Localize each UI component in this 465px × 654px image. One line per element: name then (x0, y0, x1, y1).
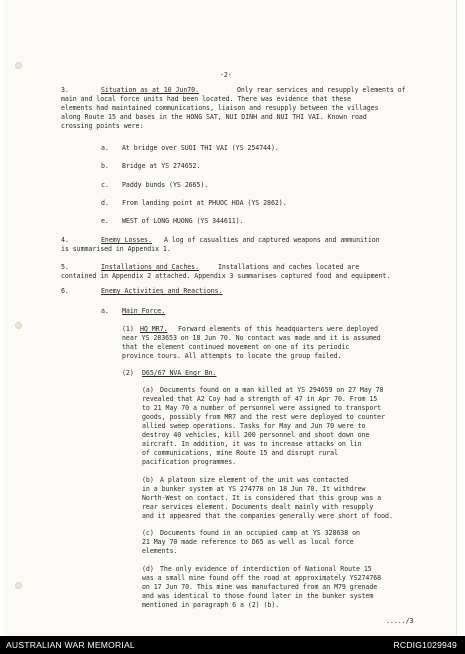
page-number: -2- (220, 71, 232, 79)
para-3-text: crossing points were: (61, 122, 144, 130)
sub-item-text: Documents found on a man killed at YS 294659 on 27 May 70 (160, 386, 384, 394)
para-3-text: Only rear services and resupply elements of (237, 86, 406, 94)
sub-item-text: revealed that A2 Coy had a strength of 47 in Apr 70. From 15 (142, 395, 378, 403)
para-3-text: main and local force units had been located. There was evidence that these (61, 95, 352, 103)
para-5-heading: Installations and Caches. (101, 263, 199, 271)
sub-item-text: and it appeared that the companies generally were short of food. (142, 512, 393, 520)
sub-item-text: destroy 40 vehicles, kill 200 personnel and shoot down one (142, 431, 370, 439)
list-letter: d. (101, 199, 109, 207)
sub-item-text: was a small mine found off the road at approximately YS274768 (142, 574, 382, 582)
record-id: RCDIG1029949 (393, 640, 457, 650)
para-3-heading: Situation as at 10 Jun70. (101, 86, 199, 94)
sub-item-text: aircraft. In addition, it was to increase attacks on lin (142, 440, 362, 448)
sub-item-text: rear services element. Documents dealt mainly with resupply (142, 503, 374, 511)
para-4-text: is summarised in Appendix 1. (61, 245, 171, 253)
para-3-text: elements had maintained communications, liaison and resupply between the villages (61, 104, 379, 112)
para-4-heading: Enemy Losses. (101, 236, 152, 244)
sub-item-text: pacification programmes. (142, 458, 237, 466)
sub-item-letter: (d) (142, 565, 154, 573)
list-item: WEST of LONG HUONG (YS 344611). (122, 217, 244, 225)
sub-item-text: The only evidence of interdiction of National Route 15 (160, 565, 372, 573)
list-letter: a. (101, 144, 109, 152)
list-item: At bridge over SUOI THI VAI (YS 254744). (122, 144, 279, 152)
sub-item-text: to 21 May 70 a number of personnel were assigned to transport (142, 404, 382, 412)
list-item: Bridge at YS 274652. (122, 162, 201, 170)
item-1-text: province tours. All attempts to locate the group failed. (122, 352, 342, 360)
sub-item-letter: (b) (142, 476, 154, 484)
item-1-text: near YS 283653 on 18 Jun 70. No contact was made and it is assumed (122, 334, 381, 342)
para-6-number: 6. (61, 287, 69, 295)
list-item: Paddy bunds (YS 2665). (122, 181, 209, 189)
para-5-number: 5. (61, 263, 69, 271)
sub-item-text: 21 May 70 made reference to D65 as well as local force (142, 538, 354, 546)
item-1-text: that the element continued movement on one of its periodic (122, 343, 350, 351)
sub-a-heading: Main Force. (122, 307, 166, 315)
sub-item-text: and was identical to those found later in the bunker system (142, 592, 374, 600)
sub-item-text: of communications, mine Route 15 and disrupt rural (142, 449, 338, 457)
sub-item-text: mentioned in paragraph 6 a (2) (b). (142, 601, 280, 609)
sub-item-text: A platoon size element of the unit was contacted (160, 476, 349, 484)
para-3-text: along Route 15 and bases in the HONG SAT, NUI DINH and NUI THI VAI. Known road (61, 113, 367, 121)
archive-footer-bar (0, 636, 465, 654)
item-2-number: (2) (122, 369, 134, 377)
para-6-heading: Enemy Activities and Reactions. (101, 287, 223, 295)
sub-a-letter: a. (101, 307, 109, 315)
sub-item-letter: (a) (142, 386, 154, 394)
sub-item-text: elements. (142, 547, 178, 555)
continuation-marker: ...../3 (386, 617, 414, 625)
item-1-text: Forward elements of this headquarters were deployed (178, 325, 378, 333)
punch-hole (15, 62, 22, 69)
sub-item-text: allied sweep operations. Tasks for May and Jun 70 were to (142, 422, 366, 430)
para-5-text: Installations and caches located are (218, 263, 360, 271)
item-1-number: (1) (122, 325, 134, 333)
para-4-text: A log of casualties and captured weapons and ammunition (164, 236, 380, 244)
sub-item-text: in a bunker system at YS 274770 on 18 Jun 70. It withdrew (142, 485, 366, 493)
sub-item-text: North-West on contact. It is considered that this group was a (142, 494, 382, 502)
archive-name: AUSTRALIAN WAR MEMORIAL (6, 640, 135, 650)
sub-item-text: on 17 Jun 70. This mine was manufactured from an M79 grenade (142, 583, 378, 591)
item-1-heading: HQ MR7. (140, 325, 168, 333)
sub-item-letter: (c) (142, 529, 154, 537)
list-letter: e. (101, 217, 109, 225)
para-4-number: 4. (61, 236, 69, 244)
punch-hole (15, 322, 22, 329)
para-5-text: contained in Appendix 2 attached. Appendix 3 summarises captured food and equipment. (61, 272, 391, 280)
list-item: From landing point at PHUOC HOA (YS 2862). (122, 199, 287, 207)
list-letter: b. (101, 162, 109, 170)
sub-item-text: goods, possibly from MR7 and the rest were deployed to counter (142, 413, 386, 421)
sub-item-text: Documents found in an occupied camp at YS 328638 on (160, 529, 360, 537)
list-letter: c. (101, 181, 109, 189)
para-3-number: 3. (61, 86, 69, 94)
item-2-heading: D65/67 NVA Engr Bn. (142, 369, 217, 377)
punch-hole (15, 582, 22, 589)
